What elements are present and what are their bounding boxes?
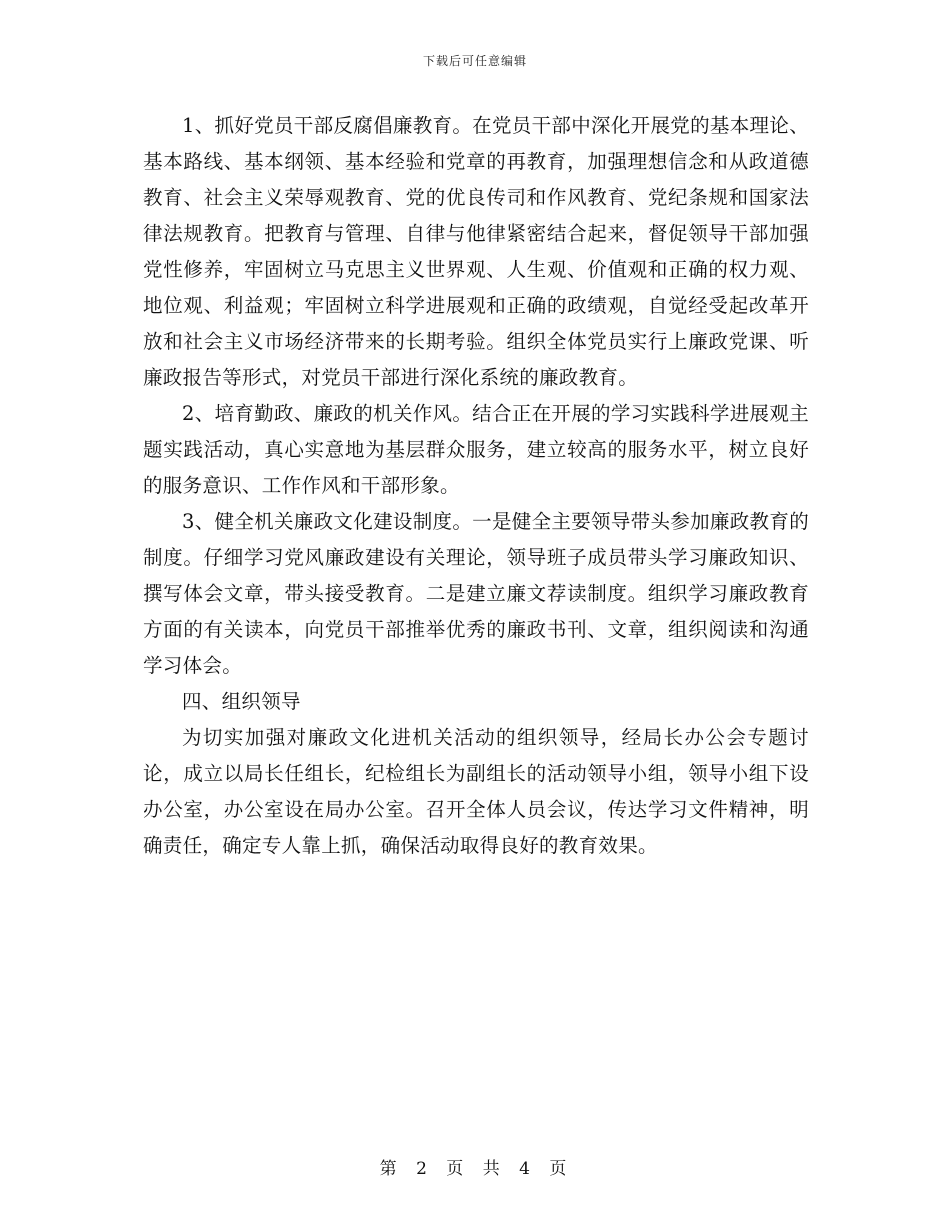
document-body: [143, 108, 809, 864]
page-header: 下载后可任意编辑: [422, 54, 527, 68]
page-number-footer: 第 2 页 共 4 页: [379, 1159, 571, 1179]
paragraph-work-style: 2、培育勤政、廉政的机关作风。结合正在开展的学习实践科学进展观主题实践活动，真心实意地为基层群众服务，建立较高的服务水平，树立良好的服务意识、工作作风和干部形象。: [143, 402, 809, 497]
paragraph-system-building: 3、健全机关廉政文化建设制度。一是健全主要领导带头参加廉政教育的制度。仔细学习党风廉政建设有关理论，领导班子成员带头学习廉政知识、撰写体会文章，带头接受教育。二是建立廉文荐读制度。组织学习廉政教育方面的有关读本，向党员干部推举优秀的廉政书刊、文章，组织阅读和沟通学习体会。: [143, 510, 809, 677]
section-heading-leadership: 四、组织领导: [182, 690, 301, 713]
paragraph-anti-corruption-education: 1、抓好党员干部反腐倡廉教育。在党员干部中深化开展党的基本理论、基本路线、基本纲领、基本经验和党章的再教育，加强理想信念和从政道德教育、社会主义荣辱观教育、党的优良传司和作风教育、党纪条规和国家法律法规教育。把教育与管理、自律与他律紧密结合起来，督促领导干部加强党性修养，牢固树立马克思主义世界观、人生观、价值观和正确的权力观、地位观、利益观；牢固树立科学进展观和正确的政绩观，自觉经受起改革开放和社会主义市场经济带来的长期考验。组织全体党员实行上廉政党课、听廉政报告等形式，对党员干部进行深化系统的廉政教育。: [143, 114, 809, 389]
paragraph-leadership: 为切实加强对廉政文化进机关活动的组织领导，经局长办公会专题讨论，成立以局长任组长，纪检组长为副组长的活动领导小组，领导小组下设办公室，办公室设在局办公室。召开全体人员会议，传达学习文件精神，明确责任，确定专人靠上抓，确保活动取得良好的教育效果。: [143, 726, 809, 857]
